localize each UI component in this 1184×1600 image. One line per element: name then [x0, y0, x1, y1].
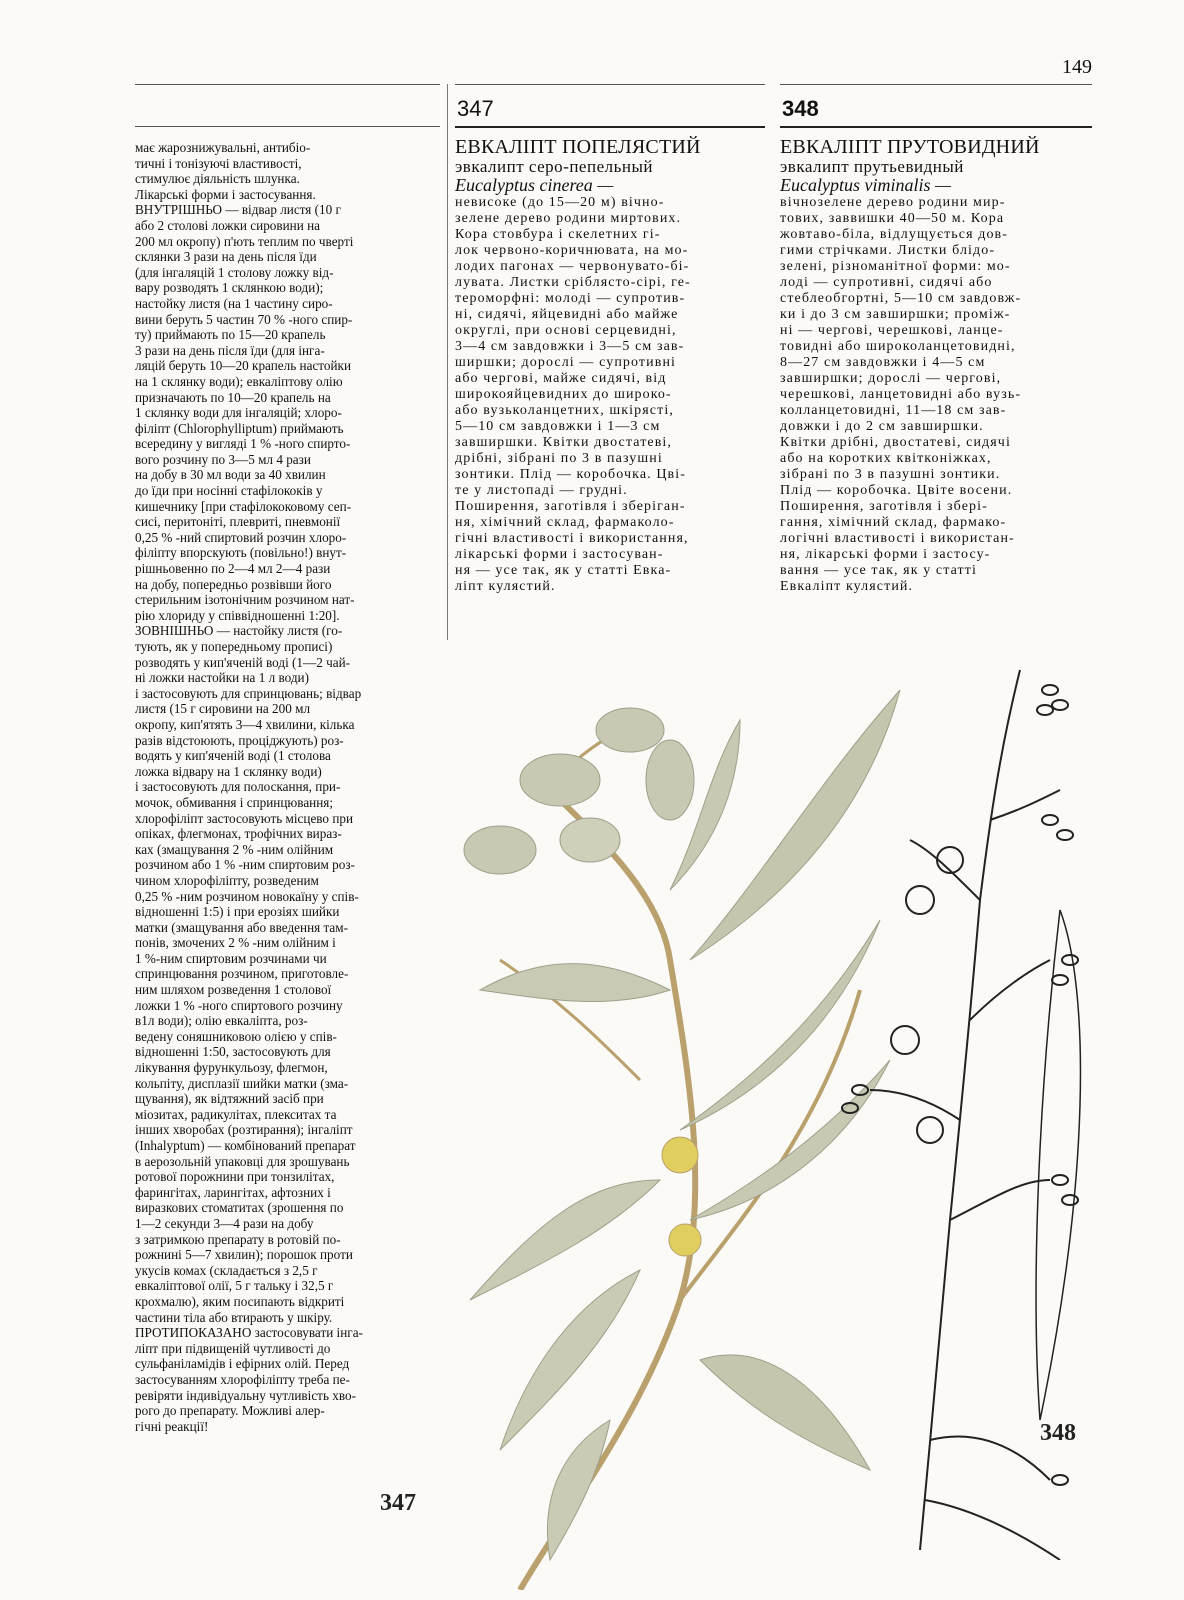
text-line: вини беруть 5 частин 70 % -ного спир- [135, 311, 353, 327]
article-348-title: ЕВКАЛІПТ ПРУТОВИДНИЙ [780, 136, 1040, 158]
text-line: або на коротких квітконіжках, [780, 451, 992, 466]
header-rule-col3 [780, 84, 1092, 85]
text-line: зелені, різноманітної форми: мо- [780, 259, 1011, 274]
text-line: ротової порожнини при тонзилітах, [135, 1169, 335, 1185]
column-1-text [135, 140, 435, 1434]
text-line: філіпту впорскують (повільно!) внут- [135, 545, 347, 561]
text-line: і застосовують для полоскання, при- [135, 779, 341, 795]
text-line: 3 рази на день після їди (для інга- [135, 342, 325, 358]
text-line: довжки і до 2 см завширшки. [780, 419, 984, 434]
text-line: до їди при носінні стафілококів у [135, 483, 323, 499]
text-line: ложка відвару на 1 склянку води) [135, 763, 322, 779]
text-line: опіках, флегмонах, трофічних вираз- [135, 826, 342, 842]
text-line: евкаліптової олії, 5 г тальку і 32,5 г [135, 1278, 334, 1294]
text-line: понів, змочених 2 % -ним олійним і [135, 935, 336, 951]
text-line: рого до препарату. Можливі алер- [135, 1403, 325, 1419]
text-line: (Inhalyptum) — комбінований препарат [135, 1138, 356, 1153]
text-line: гічні властивості і використання, [455, 531, 689, 546]
text-line: Поширення, заготівля і зберіган- [455, 499, 686, 514]
article-347-body [455, 195, 763, 595]
text-line: виразкових стоматитах (зрошення по [135, 1200, 344, 1216]
text-line: вання — усе так, як у статті [780, 563, 977, 578]
text-line: на добу в 30 мл води за 40 хвилин [135, 467, 326, 483]
text-line: з затримкою препарату в ротовій по- [135, 1231, 341, 1247]
text-line: частини тіла або втирають у шкіру. [135, 1309, 333, 1325]
text-line: на добу, попередньо розвівши його [135, 576, 332, 592]
header-rule-col2 [455, 84, 765, 85]
text-line: 1 склянку води для інгаляцій; хлоро- [135, 405, 342, 421]
text-line: лувата. Листки сріблясто-сірі, ге- [455, 275, 691, 290]
text-line: Евкаліпт кулястий. [780, 579, 914, 594]
text-line: Квітки дрібні, двостатеві, сидячі [780, 435, 1011, 450]
text-line: завширшки. Квітки двостатеві, [455, 435, 673, 450]
text-line: 200 мл окропу) п'ють теплим по чверті [135, 233, 354, 249]
text-line: 1—2 секунди 3—4 рази на добу [135, 1215, 314, 1231]
text-line: ПРОТИПОКАЗАНО застосовувати інга- [135, 1325, 363, 1341]
text-line: рію хлориду у співвідношенні 1:20]. [135, 607, 340, 623]
article-348 [780, 136, 1090, 595]
text-line: лок червоно-коричнювата, на мо- [455, 243, 689, 258]
text-line: ках (змащування 2 % -ним олійним [135, 841, 334, 857]
header-rule-col2b [455, 126, 765, 128]
page-number: 149 [1062, 56, 1092, 78]
text-line: чином хлорофіліпту, розведеним [135, 872, 319, 888]
text-line: ні ложки настойки на 1 л води) [135, 670, 309, 686]
text-line: ЗОВНІШНЬО — настойку листя (го- [135, 623, 343, 639]
text-line: ки і до 3 см завширшки; проміж- [780, 307, 1011, 322]
text-line: рішньовенно по 2—4 мл 2—4 рази [135, 561, 331, 577]
text-line: 0,25 % -ним розчином новокаїну у спів- [135, 888, 359, 904]
text-line: 0,25 % -ний спиртовий розчин хлоро- [135, 529, 347, 545]
text-line: спринцювання розчином, приготовле- [135, 966, 349, 982]
text-line: стимулює діяльність шлунка. [135, 171, 300, 187]
text-line: вічнозелене дерево родини мир- [780, 195, 1006, 210]
figure-348-label: 348 [1040, 1420, 1076, 1446]
text-line: лодих пагонах — червонувато-бі- [455, 259, 690, 274]
text-line: ложки 1 % -ного спиртового розчину [135, 997, 343, 1013]
text-line: тових, заввишки 40—50 м. Кора [780, 211, 1005, 226]
text-line: ревіряти індивідуальну чутливість хво- [135, 1387, 356, 1403]
text-line: призначають по 10—20 крапель на [135, 389, 331, 405]
text-line: жовтаво-біла, відлущується дов- [780, 227, 1009, 242]
text-line: ня — усе так, як у статті Евка- [455, 563, 672, 578]
text-line: вару розводять 1 склянкою води); [135, 280, 324, 296]
text-line: гічні реакції! [135, 1418, 209, 1434]
text-line: те у листопаді — грудні. [455, 483, 628, 498]
text-line: ведену соняшниковою олією у спів- [135, 1028, 337, 1044]
text-line: інших хворобах (розтирання); інгаліпт [135, 1122, 353, 1138]
text-line: розчином або 1 % -ним спиртовим роз- [135, 857, 355, 873]
text-line: гання, хімічний склад, фармако- [780, 515, 1007, 530]
text-line: склянки 3 рази на день після їди [135, 249, 317, 265]
article-347-number: 347 [457, 96, 494, 121]
article-347 [455, 136, 763, 595]
text-line: ліпт кулястий. [455, 579, 556, 594]
text-line: відношенні 1:50, застосовують для [135, 1044, 331, 1060]
figure-347-label: 347 [380, 1490, 416, 1516]
text-line: на 1 склянку води); евкаліптову олію [135, 373, 343, 389]
column-divider [447, 84, 448, 640]
text-line: всередину у вигляді 1 % -ного спирто- [135, 436, 351, 452]
article-347-title: ЕВКАЛІПТ ПОПЕЛЯСТИЙ [455, 136, 701, 158]
text-line: тероморфні: молоді — супротив- [455, 291, 686, 306]
text-line: логічні властивості і використан- [780, 531, 1015, 546]
text-line: щування), як відтяжний засіб при [135, 1091, 324, 1107]
text-line: невисоке (до 15—20 м) вічно- [455, 195, 665, 210]
text-line: лоді — супротивні, сидячі або [780, 275, 993, 290]
text-line: має жарознижувальні, антибіо- [135, 140, 311, 155]
text-line: відношенні 1:5) і при ерозіях шийки [135, 904, 340, 920]
text-line: застосуванням хлорофіліпту треба пе- [135, 1371, 350, 1387]
article-347-latin-name: Eucalyptus cinerea — [455, 175, 614, 195]
text-line: стеблеобгортні, 5—10 см завдовж- [780, 291, 1022, 306]
text-line: лікарські форми і застосуван- [455, 547, 664, 562]
article-348-russian-name: эвкалипт прутьевидный [780, 157, 964, 176]
text-line: Лікарські форми і застосування. [135, 186, 316, 202]
text-line: ня, хімічний склад, фармаколо- [455, 515, 675, 530]
text-line: ня, лікарські форми і застосу- [780, 547, 991, 562]
text-line: мочок, обмивання і спринцювання; [135, 794, 334, 810]
text-line: 5—10 см завдовжки і 1—3 см [455, 419, 661, 434]
text-line: фарингітах, ларингітах, афтозних і [135, 1184, 331, 1200]
text-line: зібрані по 3 в пазушні зонтики. [780, 467, 1001, 482]
text-line: широкояйцевидних до широко- [455, 387, 672, 402]
text-line: ВНУТРІШНЬО — відвар листя (10 г [135, 202, 341, 218]
text-line: кольпіту, дисплазії шийки матки (зма- [135, 1075, 349, 1091]
header-rule-col1 [135, 84, 440, 85]
text-line: Поширення, заготівля і збері- [780, 499, 988, 514]
text-line: тують, як у попередньому прописі) [135, 639, 333, 654]
text-line: разів відстоюють, проціджують) роз- [135, 732, 344, 748]
text-line: сульфаніламідів і ефірних олій. Перед [135, 1356, 350, 1372]
text-line: лікування фурункульозу, флегмон, [135, 1060, 328, 1076]
text-line: тичні і тонізуючі властивості, [135, 155, 302, 171]
text-line: або вузьколанцетних, шкірясті, [455, 403, 674, 418]
text-line: ні, сидячі, яйцевидні або майже [455, 307, 679, 322]
text-line: округлі, при основі серцевидні, [455, 323, 677, 338]
text-line: водять у кип'яченій воді (1 столова [135, 748, 331, 764]
text-line: 3—4 см завдовжки і 3—5 см зав- [455, 339, 685, 354]
text-line: окропу, кип'ятять 3—4 хвилини, кілька [135, 716, 355, 732]
text-line: сисі, перитоніті, плевриті, пневмонії [135, 514, 341, 530]
text-line: ляцій беруть 10—20 крапель настойки [135, 358, 352, 374]
text-line: ширшки; дорослі — супротивні [455, 355, 677, 370]
text-line: ліпт при підвищеній чутливості до [135, 1340, 331, 1356]
text-line: гими стрічками. Листки блідо- [780, 243, 996, 258]
text-line: зонтики. Плід — коробочка. Цві- [455, 467, 687, 482]
text-line: черешкові, ланцетовидні або вузь- [780, 387, 1022, 402]
text-line: розводять у кип'яченій воді (1—2 чай- [135, 654, 351, 670]
text-line: крохмалю), яким посипають відкриті [135, 1293, 345, 1309]
text-line: 8—27 см завдовжки і 4—5 см [780, 355, 986, 370]
header-rule-col1b [135, 126, 440, 127]
text-line: в аерозольній упаковці для зрошувань [135, 1153, 350, 1169]
text-line: рожнині 5—7 хвилин); порошок проти [135, 1247, 353, 1263]
text-line: товидні або широколанцетовидні, [780, 339, 1016, 354]
article-347-russian-name: эвкалипт серо-пепельный [455, 157, 653, 176]
text-line: дрібні, зібрані по 3 в пазушні [455, 451, 663, 466]
text-line: вого розчину по 3—5 мл 4 рази [135, 451, 311, 467]
text-line: або 2 столові ложки сировини на [135, 217, 320, 233]
text-line: ні — чергові, черешкові, ланце- [780, 323, 1004, 338]
text-line: ту) приймають по 15—20 крапель [135, 327, 326, 343]
text-line: філіпт (Chlorophylliptum) приймають [135, 420, 344, 436]
text-line: зелене дерево родини миртових. [455, 211, 682, 226]
header-rule-col3b [780, 126, 1092, 128]
article-348-number: 348 [782, 96, 819, 121]
text-line: (для інгаляцій 1 столову ложку від- [135, 264, 334, 280]
text-line: Кора стовбура і скелетних гі- [455, 227, 661, 242]
article-348-body [780, 195, 1090, 595]
text-line: настойку листя (на 1 частину сиро- [135, 295, 333, 311]
text-line: і застосовують для спринцювань; відвар [135, 685, 362, 701]
text-line: кишечнику [при стафілококовому сеп- [135, 498, 352, 514]
text-line: укусів комах (складається з 2,5 г [135, 1262, 318, 1278]
text-line: завширшки; дорослі — чергові, [780, 371, 1002, 386]
text-line: матки (змащування або введення там- [135, 919, 349, 935]
text-line: або чергові, майже сидячі, від [455, 371, 667, 386]
text-line: в1л води); олію евкаліпта, роз- [135, 1013, 308, 1029]
text-line: ним шляхом розведення 1 столової [135, 982, 332, 998]
text-line: Плід — коробочка. Цвіте восени. [780, 483, 1013, 498]
text-line: стерильним ізотонічним розчином нат- [135, 592, 355, 608]
text-line: колланцетовидні, 11—18 см зав- [780, 403, 1007, 418]
article-348-latin-name: Eucalyptus viminalis — [780, 175, 951, 195]
text-line: хлорофіліпт застосовують місцево при [135, 810, 354, 826]
text-line: міозитах, радикулітах, плекситах та [135, 1106, 337, 1122]
text-line: 1 %-ним спиртовим розчинами чи [135, 950, 327, 966]
text-line: листя (15 г сировини на 200 мл [135, 701, 311, 717]
